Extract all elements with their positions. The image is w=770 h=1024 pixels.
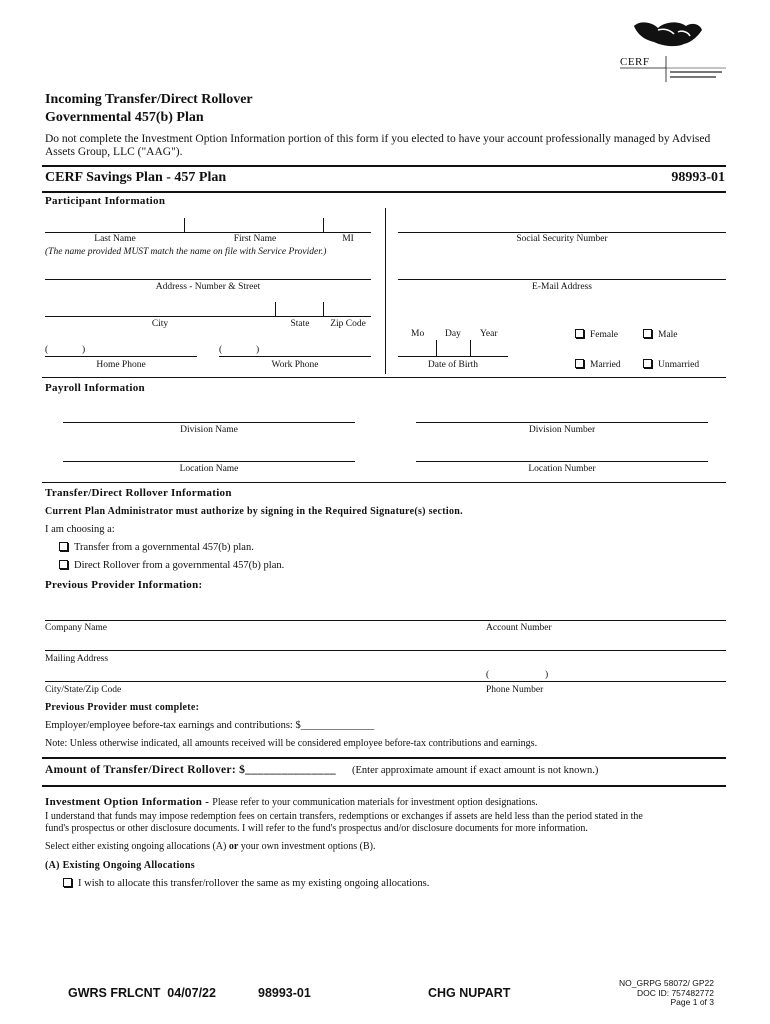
checkbox-icon [575,329,584,338]
footer-plan-number: 98993-01 [258,986,311,1000]
email-label: E-Mail Address [532,282,592,292]
plan-bar-bottom-rule [42,191,726,193]
provider-phone-paren-close: ) [545,670,549,680]
provider-must-complete: Previous Provider must complete: [45,702,200,713]
male-label: Male [658,330,678,340]
state-label: State [290,319,310,329]
transfer-457b-label: Transfer from a governmental 457(b) plan. [74,542,254,553]
transfer-457b-checkbox[interactable] [59,542,254,553]
married-checkbox[interactable] [575,359,621,370]
home-phone-field[interactable] [45,356,197,357]
zip-label: Zip Code [330,319,366,329]
location-name-field[interactable] [63,461,355,462]
choosing-text: I am choosing a: [45,524,115,535]
division-number-label: Division Number [528,425,596,435]
company-account-field[interactable] [45,620,726,621]
direct-rollover-label: Direct Rollover from a governmental 457(b) plan. [74,560,285,571]
city-state-zip-phone-field[interactable] [45,681,726,682]
division-name-label: Division Name [180,425,238,435]
unmarried-checkbox[interactable] [643,359,699,370]
footer-form-code: GWRS FRLCNT 04/07/22 [68,986,216,1000]
division-name-field[interactable] [63,422,355,423]
select-instruction: Select either existing ongoing allocations (A) or your own investment options (B). [45,841,376,852]
previous-provider-section-title: Previous Provider Information: [45,579,203,591]
city-state-zip-field[interactable] [45,316,371,317]
footer-doc-info [619,979,714,1008]
payroll-section-title: Payroll Information [45,382,145,394]
page-title-line1: Incoming Transfer/Direct Rollover [45,92,253,107]
transfer-section-title: Transfer/Direct Rollover Information [45,487,232,499]
married-label: Married [590,360,621,370]
provider-phone-paren-open: ( [486,670,490,680]
existing-allocations-title: (A) Existing Ongoing Allocations [45,860,195,871]
logo-mark-icon [618,16,728,84]
existing-allocations-label: I wish to allocate this transfer/rollover the same as my existing ongoing allocations. [78,878,430,889]
checkbox-icon [575,359,584,368]
participant-section-title: Participant Information [45,195,166,207]
account-number-label: Account Number [486,623,552,633]
checkbox-icon [59,542,68,551]
footer-doc-line2: DOC ID: 757482772 [636,987,714,998]
city-state-zip-label: City/State/Zip Code [45,685,122,695]
email-field[interactable] [398,279,726,280]
checkbox-icon [643,329,652,338]
understand-line1: I understand that funds may impose redemption fees on certain transfers, redemptions or exchanges if assets are held less than the period stated in the [45,811,643,822]
work-phone-label: Work Phone [271,360,319,370]
page-title-line2: Governmental 457(b) Plan [45,110,204,125]
intro-text: Do not complete the Investment Option Information portion of this form if you elected to have your account professionally managed by Advised Assets Group, LLC ("AAG"). [45,133,711,158]
contributions-note: Note: Unless otherwise indicated, all amounts received will be considered employee before-tax contributions and earnings. [45,738,538,749]
first-name-label: First Name [233,234,277,244]
amount-field[interactable]: Amount of Transfer/Direct Rollover: $_______________ [45,764,336,776]
ssn-field[interactable] [398,232,726,233]
contributions-field[interactable]: Employer/employee before-tax earnings and contributions: $______________ [45,720,375,731]
investment-section-title [45,792,538,810]
ssn-label: Social Security Number [516,234,608,244]
plan-name: CERF Savings Plan - 457 Plan [45,170,227,185]
name-field[interactable] [45,232,371,233]
work-phone-field[interactable] [219,356,371,357]
address-label: Address - Number & Street [155,282,261,292]
existing-allocations-checkbox[interactable] [63,878,429,889]
transfer-authorize-note: Current Plan Administrator must authorize by signing in the Required Signature(s) section. [45,506,463,517]
location-name-label: Location Name [179,464,239,474]
dob-month-label: Mo [411,329,425,339]
female-label: Female [590,330,618,340]
checkbox-icon [643,359,652,368]
male-checkbox[interactable] [643,329,678,340]
phone-number-label: Phone Number [486,685,544,695]
female-checkbox[interactable] [575,329,618,340]
dob-year-label: Year [480,329,498,339]
understand-line2: fund's prospectus or other disclosure documents. I will refer to the fund's prospectus and/or disclosure documents for more information. [45,823,588,834]
name-note: (The name provided MUST match the name on file with Service Provider.) [45,247,327,257]
home-phone-paren-open: ( [45,345,49,355]
participant-column-divider [385,208,386,374]
dob-field[interactable] [398,356,508,357]
logo [618,16,728,84]
last-name-label: Last Name [94,234,136,244]
mailing-address-label: Mailing Address [45,654,109,664]
investment-title-bold: Investment Option Information - [45,796,213,808]
footer-page-number: Page 1 of 3 [670,997,714,1007]
city-label: City [151,319,169,329]
logo-brand: CERF [620,56,650,68]
dob-label: Date of Birth [427,360,479,370]
address-field[interactable] [45,279,371,280]
dob-day-label: Day [445,329,461,339]
footer-doc-line1: NO_GRPG 58072/ GP22 [619,978,714,988]
plan-bar-top-rule [42,165,726,167]
location-number-field[interactable] [416,461,708,462]
division-number-field[interactable] [416,422,708,423]
company-name-label: Company Name [45,623,108,633]
unmarried-label: Unmarried [658,360,700,370]
checkbox-icon [59,560,68,569]
work-phone-paren-open: ( [219,345,223,355]
work-phone-paren-close: ) [256,345,260,355]
location-number-label: Location Number [528,464,596,474]
mi-label: MI [342,234,354,244]
direct-rollover-checkbox[interactable] [59,560,284,571]
amount-hint: (Enter approximate amount if exact amount is not known.) [352,765,599,776]
footer-chg: CHG NUPART [428,986,511,1000]
checkbox-icon [63,878,72,887]
home-phone-paren-close: ) [82,345,86,355]
investment-title-sub: Please refer to your communication materials for investment option designations. [212,797,538,808]
mailing-address-field[interactable] [45,650,726,651]
home-phone-label: Home Phone [96,360,146,370]
plan-number: 98993-01 [671,170,725,185]
